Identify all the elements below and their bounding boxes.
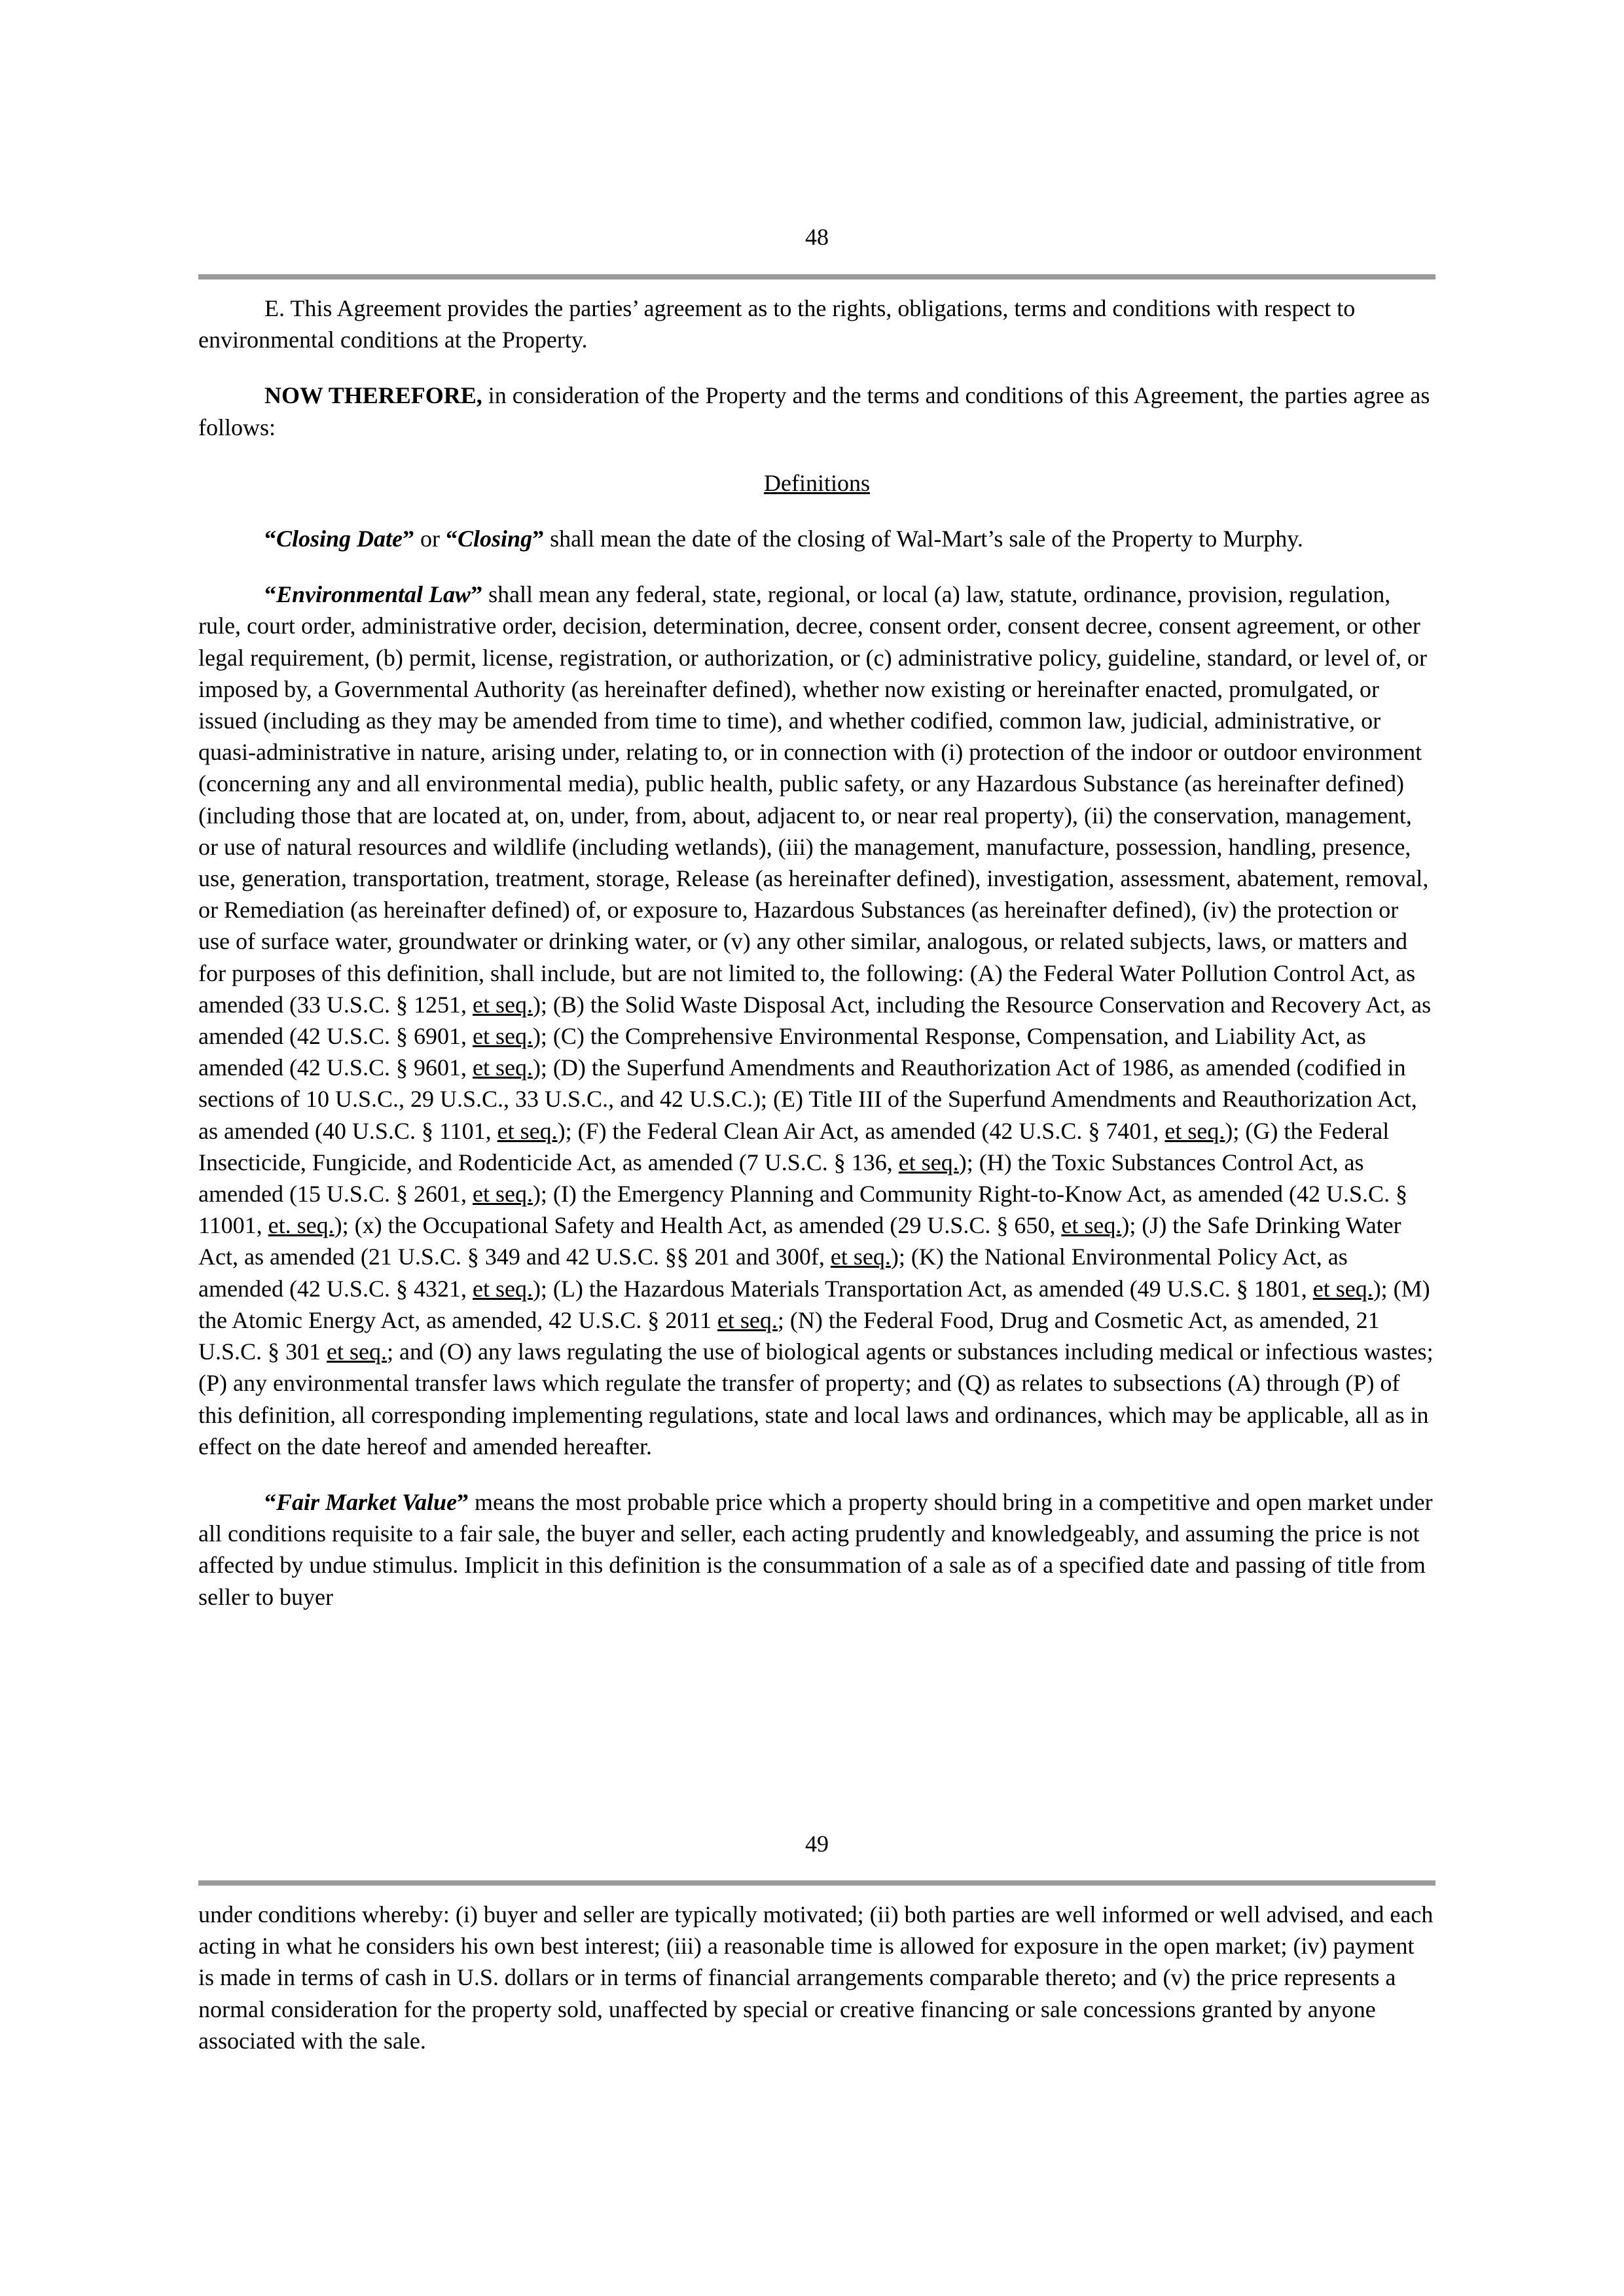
env-law-text: ); (J) the Safe Drinking Water Act, as amended (21 U.S.C. § 349 and 42 U.S.C. §§ 201 and 300f, bbox=[198, 1212, 1401, 1270]
env-law-text: ); (B) the Solid Waste Disposal Act, including the Resource Conservation and Recovery Act, as amended (42 U.S.C. § 6901, bbox=[198, 991, 1432, 1050]
defined-term-closing-date: Closing Date bbox=[276, 526, 403, 552]
quote-open: “ bbox=[264, 581, 276, 608]
et-seq-citation: et. seq. bbox=[268, 1212, 334, 1239]
et-seq-citation: et seq. bbox=[830, 1244, 891, 1270]
et-seq-citation: et seq. bbox=[472, 1023, 533, 1050]
page-48-body bbox=[198, 293, 1435, 1613]
fair-market-value-definition bbox=[198, 1486, 1435, 1613]
et-seq-citation: et seq. bbox=[1061, 1212, 1122, 1239]
env-law-text: ); (M) the Atomic Energy Act, as amended, 42 U.S.C. § 2011 bbox=[198, 1275, 1430, 1333]
quote-close: ” bbox=[403, 526, 415, 552]
environmental-law-definition bbox=[198, 579, 1435, 1462]
env-law-text: shall mean any federal, state, regional, or local (a) law, statute, ordinance, provision, regulation, rule, court order, administrative order, decision, determination, decree, consent order, consent decree, consent agreement, or other legal requirement, (b) permit, license, registration, or authorization, or (c) administrative policy, guideline, standard, or level of, or imposed by, a Governmental Authority (as hereinafter defined), whether now existing or hereinafter enacted, promulgated, or issued (including as they may be amended from time to time), and whether codified, common law, judicial, administrative, or quasi-administrative in nature, arising under, relating to, or in connection with (i) protection of the indoor or outdoor environment (concerning any and all environmental media), public health, public safety, or any Hazardous Substance (as hereinafter defined) (including those that are located at, on, under, from, about, adjacent to, or near real property), (ii) the conservation, management, or use of natural resources and wildlife (including wetlands), (iii) the management, manufacture, possession, handling, presence, use, generation, transportation, treatment, storage, Release (as hereinafter defined), investigation, assessment, abatement, removal, or Remediation (as hereinafter defined) of, or exposure to, Hazardous Substances (as hereinafter defined), (iv) the protection or use of surface water, groundwater or drinking water, or (v) any other similar, analogous, or related subjects, laws, or matters and for purposes of this definition, shall include, but are not limited to, the following: (A) the Federal Water Pollution Control Act, as amended (33 U.S.C. § 1251, bbox=[198, 581, 1429, 1018]
now-therefore-paragraph bbox=[198, 380, 1435, 442]
paragraph-e: E. This Agreement provides the parties’ agreement as to the rights, obligations, terms and conditions with respect to environmental conditions at the Property. bbox=[198, 295, 1356, 353]
defined-term-fair-market-value: Fair Market Value bbox=[276, 1488, 458, 1515]
closing-date-definition bbox=[198, 523, 1435, 554]
fair-market-value-text: means the most probable price which a property should bring in a competitive and open market under all conditions requisite to a fair sale, the buyer and seller, each acting prudently and knowledgeably, and assuming the price is not affected by undue stimulus. Implicit in this definition is the consummation of a sale as of a specified date and passing of title from seller to buyer bbox=[198, 1488, 1433, 1610]
env-law-text: ); (H) the Toxic Substances Control Act, as amended (15 U.S.C. § 2601, bbox=[198, 1149, 1364, 1208]
env-law-text: ); (x) the Occupational Safety and Health Act, as amended (29 U.S.C. § 650, bbox=[334, 1212, 1062, 1239]
page-number-48: 48 bbox=[805, 224, 829, 250]
env-law-text: ; (N) the Federal Food, Drug and Cosmetic Act, as amended, 21 U.S.C. § 301 bbox=[198, 1306, 1380, 1365]
et-seq-citation: et seq. bbox=[472, 991, 533, 1018]
page-separator-rule bbox=[198, 1880, 1435, 1886]
page-separator-rule bbox=[198, 274, 1435, 279]
env-law-text: ); (C) the Comprehensive Environmental Response, Compensation, and Liability Act, as amended (42 U.S.C. § 9601, bbox=[198, 1023, 1366, 1081]
page-number-49: 49 bbox=[805, 1831, 829, 1857]
env-law-text: ); (K) the National Environmental Policy Act, as amended (42 U.S.C. § 4321, bbox=[198, 1244, 1348, 1302]
et-seq-citation: et seq. bbox=[472, 1054, 533, 1081]
et-seq-citation: et seq. bbox=[1164, 1117, 1225, 1144]
quote-close: ” bbox=[471, 581, 483, 608]
et-seq-citation: et seq. bbox=[472, 1181, 533, 1208]
et-seq-citation: et seq. bbox=[1312, 1275, 1373, 1302]
env-law-text: ); (F) the Federal Clean Air Act, as amended (42 U.S.C. § 7401, bbox=[557, 1117, 1165, 1144]
et-seq-citation: et seq. bbox=[472, 1275, 533, 1302]
quote-close: ” bbox=[532, 526, 545, 552]
definitions-heading: Definitions bbox=[764, 469, 870, 496]
fair-market-value-continued: under conditions whereby: (i) buyer and seller are typically motivated; (ii) both parties are well informed or well advised, and each acting in what he considers his own best interest; (iii) a reasonable time is allowed for exposure in the open market; (iv) payment is made in terms of cash in U.S. dollars or in terms of financial arrangements comparable thereto; and (v) the price represents a normal consideration for the property sold, unaffected by special or creative financing or sale concessions granted by anyone associated with the sale. bbox=[198, 1901, 1434, 2054]
defined-term-environmental-law: Environmental Law bbox=[276, 581, 471, 608]
et-seq-citation: et seq. bbox=[327, 1338, 387, 1365]
now-therefore-lead: NOW THEREFORE, bbox=[264, 382, 482, 409]
env-law-text: ); (I) the Emergency Planning and Community Right-to-Know Act, as amended (42 U.S.C. § 11001, bbox=[198, 1181, 1408, 1239]
defined-term-closing: Closing bbox=[458, 526, 533, 552]
env-law-text: ; and (O) any laws regulating the use of biological agents or substances including medical or infectious wastes; (P) any environmental transfer laws which regulate the transfer of property; and (Q) as relates to subsections (A) through (P) of this definition, all corresponding implementing regulations, state and local laws and ordinances, which may be applicable, all as in effect on the date hereof and amended hereafter. bbox=[198, 1338, 1434, 1460]
env-law-text: ); (L) the Hazardous Materials Transportation Act, as amended (49 U.S.C. § 1801, bbox=[532, 1275, 1313, 1302]
quote-open: “ bbox=[264, 1488, 276, 1515]
page-49-body bbox=[198, 1899, 1435, 2056]
et-seq-citation: et seq. bbox=[717, 1306, 778, 1333]
now-therefore-text: in consideration of the Property and the terms and conditions of this Agreement, the parties agree as follows: bbox=[198, 382, 1430, 440]
env-law-text: ); (G) the Federal Insecticide, Fungicide, and Rodenticide Act, as amended (7 U.S.C. § 136, bbox=[198, 1117, 1390, 1175]
closing-or: or bbox=[414, 526, 446, 552]
closing-date-text: shall mean the date of the closing of Wal-Mart’s sale of the Property to Murphy. bbox=[544, 526, 1303, 552]
quote-close: ” bbox=[457, 1488, 469, 1515]
env-law-text: ); (D) the Superfund Amendments and Reauthorization Act of 1986, as amended (codified in sections of 10 U.S.C., 29 U.S.C., 33 U.S.C., and 42 U.S.C.); (E) Title III of the Superfund Amendments and Reauthorization Act, as amended (40 U.S.C. § 1101, bbox=[198, 1054, 1417, 1144]
quote-open: “ bbox=[446, 526, 458, 552]
et-seq-citation: et seq. bbox=[497, 1117, 558, 1144]
et-seq-citation: et seq. bbox=[898, 1149, 959, 1175]
quote-open: “ bbox=[264, 526, 276, 552]
